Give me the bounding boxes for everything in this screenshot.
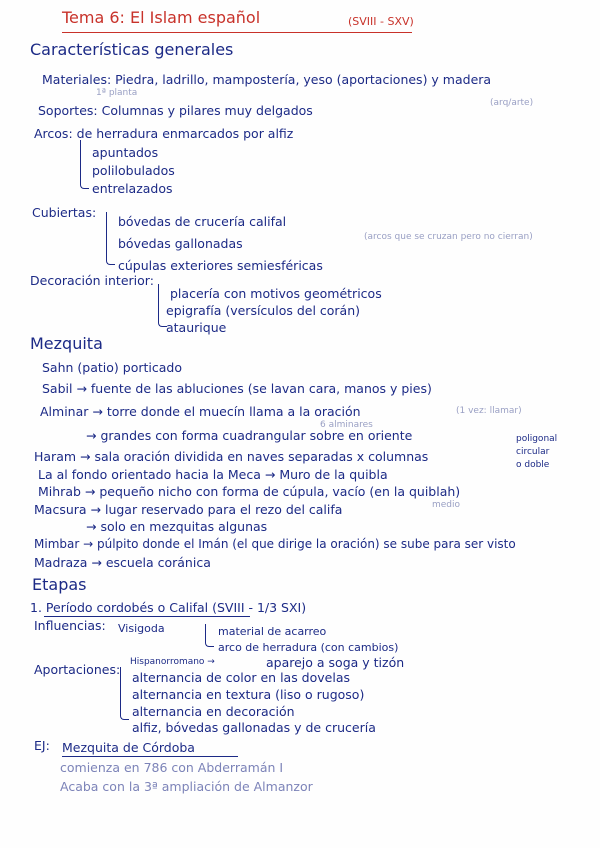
ej-title: Mezquita de Córdoba xyxy=(62,740,195,755)
sabil-line: Sabil → fuente de las abluciones (se lavan cara, manos y pies) xyxy=(42,381,432,396)
section-heading-caracteristicas: Características generales xyxy=(30,40,234,59)
arcos-item: apuntados xyxy=(92,145,159,160)
title-underline xyxy=(62,32,412,33)
ej-label: EJ: xyxy=(34,738,50,753)
madraza-line: Madraza → escuela coránica xyxy=(34,555,211,570)
alminar-side: o doble xyxy=(516,460,550,470)
influencias-bracket xyxy=(205,624,214,647)
alminar-line-2: → grandes con forma cuadrangular sobre en oriente xyxy=(86,428,413,443)
cubiertas-item: bóvedas de crucería califal xyxy=(118,214,287,229)
mihrab-note: medio xyxy=(432,500,461,510)
arcos-line: Arcos: de herradura enmarcados por alfiz xyxy=(34,126,294,141)
aportaciones-item: alternancia de color en las dovelas xyxy=(132,670,350,685)
aportaciones-bracket xyxy=(120,667,129,720)
macsura-line: Macsura → lugar reservado para el rezo del califa xyxy=(34,502,343,517)
decoracion-item: ataurique xyxy=(166,320,227,335)
arcos-item: entrelazados xyxy=(92,181,173,196)
cubiertas-item: cúpulas exteriores semiesféricas xyxy=(118,258,323,273)
aportaciones-label: Aportaciones: xyxy=(34,662,121,677)
materiales-line: Materiales: Piedra, ladrillo, mampostería, yeso (aportaciones) y madera xyxy=(42,72,492,87)
influencias-item: arco de herradura (con cambios) xyxy=(218,641,399,654)
mimbar-line: Mimbar → púlpito donde el Imán (el que dirige la oración) se sube para ser visto xyxy=(34,537,516,551)
influencias-source: Visigoda xyxy=(118,622,165,635)
decoracion-label: Decoración interior: xyxy=(30,273,154,288)
qibla-line: La al fondo orientado hacia la Meca → Muro de la quibla xyxy=(38,467,388,482)
alminar-note2: 6 alminares xyxy=(320,420,373,430)
influencias-item: material de acarreo xyxy=(218,625,327,638)
sahn-line: Sahn (patio) porticado xyxy=(42,360,182,375)
ej-line: comienza en 786 con Abderramán I xyxy=(60,760,284,775)
aportaciones-item: alternancia en decoración xyxy=(132,704,295,719)
alminar-side: circular xyxy=(516,447,550,457)
alminar-note: (1 vez: llamar) xyxy=(456,406,522,416)
ej-line: Acaba con la 3ª ampliación de Almanzor xyxy=(60,779,313,794)
arcos-bracket xyxy=(80,140,89,189)
ej-underline xyxy=(62,756,238,757)
aparejo-line: aparejo a soga y tizón xyxy=(266,655,405,670)
haram-line: Haram → sala oración dividida en naves separadas x columnas xyxy=(34,449,429,464)
decoracion-item: epigrafía (versículos del corán) xyxy=(166,303,361,318)
cubiertas-label: Cubiertas: xyxy=(32,205,97,220)
aportaciones-item: alfiz, bóvedas gallonadas y de crucería xyxy=(132,720,376,735)
periodo-underline xyxy=(44,616,250,617)
materiales-note-b: (arq/arte) xyxy=(490,98,534,108)
alminar-side: poligonal xyxy=(516,434,558,444)
cubiertas-bracket xyxy=(106,212,115,265)
cubiertas-item: bóvedas gallonadas xyxy=(118,236,243,251)
periodo-line: 1. Período cordobés o Califal (SVIII - 1/3 SXI) xyxy=(30,600,307,615)
page-title: Tema 6: El Islam español xyxy=(62,8,261,27)
mihrab-line: Mihrab → pequeño nicho con forma de cúpula, vacío (en la quiblah) xyxy=(38,484,461,499)
cubiertas-note: (arcos que se cruzan pero no cierran) xyxy=(364,232,533,242)
influencias-label: Influencias: xyxy=(34,618,106,633)
macsura-line-2: → solo en mezquitas algunas xyxy=(86,519,268,534)
decoracion-item: placería con motivos geométricos xyxy=(170,286,382,301)
section-heading-mezquita: Mezquita xyxy=(30,334,103,353)
section-heading-etapas: Etapas xyxy=(32,575,87,594)
materiales-note-a: 1ª planta xyxy=(96,88,138,98)
arcos-item: polilobulados xyxy=(92,163,175,178)
title-dates: (SVIII - SXV) xyxy=(348,15,414,28)
hispano-note: Hispanorromano → xyxy=(130,657,215,667)
soportes-line: Soportes: Columnas y pilares muy delgados xyxy=(38,103,313,118)
aportaciones-item: alternancia en textura (liso o rugoso) xyxy=(132,687,365,702)
alminar-line: Alminar → torre donde el muecín llama a la oración xyxy=(40,404,361,419)
